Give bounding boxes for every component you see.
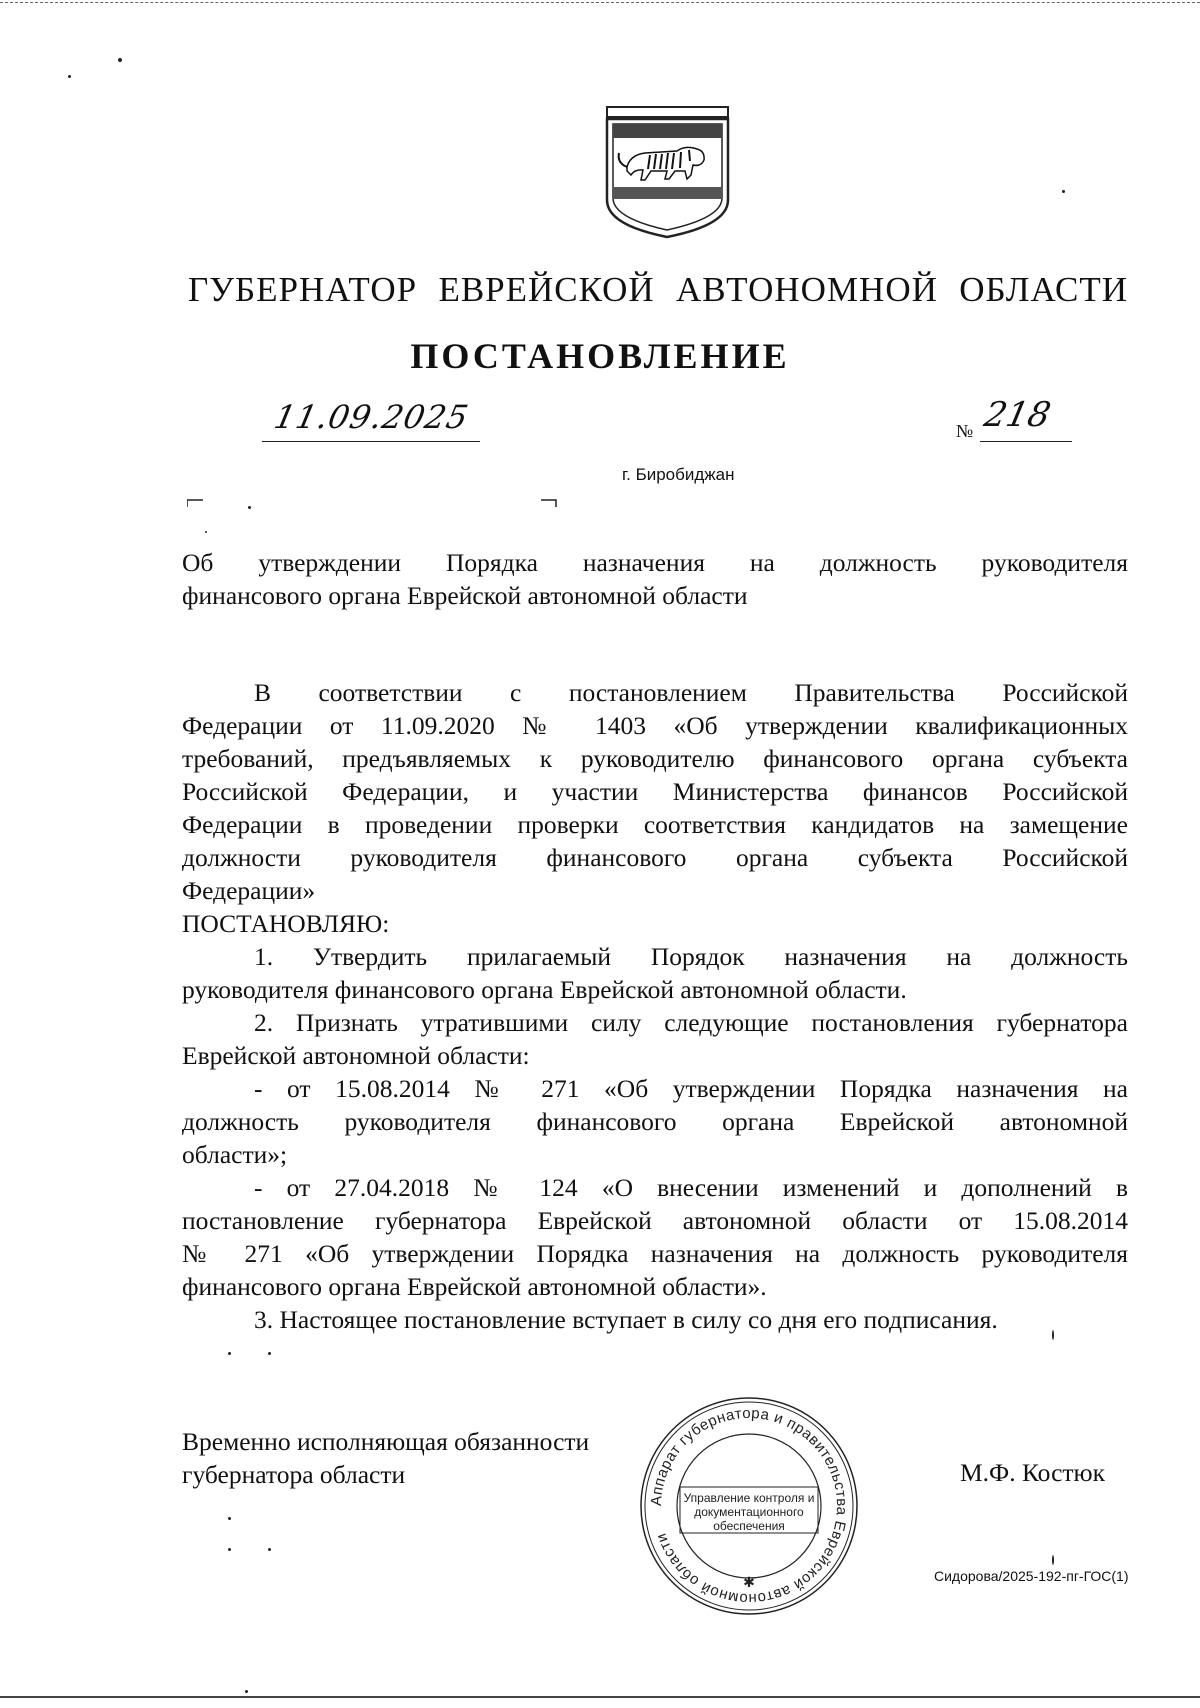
corner-mark-left [187,499,203,507]
scan-speck [268,1548,271,1551]
body-line: финансового органа Еврейской автономной области». [182,1272,767,1301]
signer-title-line: Временно исполняющая обязанности [182,1427,590,1456]
subject-line: финансового органа Еврейской автономной области [182,581,748,610]
scan-speck [1062,190,1065,193]
scan-edge-bottom [0,1696,1200,1698]
scan-speck [228,1352,231,1355]
scan-speck [68,75,71,78]
body-line: Федерации» [182,876,316,905]
body-line: должности руководителя финансового органа субъекта Российской [182,843,1128,872]
document-body [182,676,1128,1336]
issuing-city: г. Биробиджан [622,465,735,484]
date-underline [262,441,480,442]
number-label: № [956,421,974,441]
scan-speck [228,1548,231,1551]
handwritten-number: 218 [980,395,1055,435]
scan-edge-top [0,2,1200,3]
scan-speck [248,506,251,509]
body-line: - от 15.08.2014 № 271 «Об утверждении Порядка назначения на [254,1074,1128,1103]
body-line: 3. Настоящее постановление вступает в силу со дня его подписания. [254,1305,998,1334]
seal-inner-line: Управление контроля и [683,1491,815,1505]
official-seal [638,1395,860,1617]
handwritten-date: 11.09.2025 [270,398,473,436]
body-line: должность руководителя финансового органа Еврейской автономной [182,1107,1128,1136]
signer-title [182,1425,589,1491]
body-line: руководителя финансового органа Еврейской автономной области. [182,975,907,1004]
document-type: ПОСТАНОВЛЕНИЕ [410,336,790,376]
body-line: Федерации от 11.09.2020 № 1403 «Об утверждении квалификационных [182,711,1128,740]
body-line: 1. Утвердить прилагаемый Порядок назначения на должность [254,942,1128,971]
seal-inner-line: документационного [694,1505,804,1519]
body-line: В соответствии с постановлением Правительства Российской [254,678,1128,707]
body-line: постановление губернатора Еврейской автономной области от 15.08.2014 [182,1206,1128,1235]
document-reference: Сидорова/2025-192-пг-ГОС(1) [934,1568,1129,1584]
body-line: области»; [182,1140,288,1169]
body-line: Еврейской автономной области: [182,1041,530,1070]
signer-name: М.Ф. Костюк [960,1458,1105,1487]
body-line: Российской Федерации, и участии Министерства финансов Российской [182,777,1128,806]
corner-mark-right [541,499,557,507]
number-underline [980,441,1072,442]
scan-speck [268,1352,271,1355]
signer-title-line: губернатора области [182,1460,406,1489]
body-line: Федерации в проведении проверки соответствия кандидатов на замещение [182,810,1128,839]
resolution-keyword: ПОСТАНОВЛЯЮ: [182,909,390,938]
scan-speck [118,58,122,62]
body-line: - от 27.04.2018 № 124 «О внесении изменений и дополнений в [254,1173,1128,1202]
seal-outer-text: Аппарат губернатора и правительства Еврейской автономной области [647,1404,851,1608]
scan-speck [245,1690,248,1693]
issuing-authority: ГУБЕРНАТОР ЕВРЕЙСКОЙ АВТОНОМНОЙ ОБЛАСТИ [188,270,1128,309]
body-line: 2. Признать утратившими силу следующие постановления губернатора [254,1008,1128,1037]
seal-inner-line: обеспечения [713,1519,785,1533]
scan-speck [205,531,207,533]
document-subject [182,546,1128,612]
subject-line: Об утверждении Порядка назначения на должность руководителя [182,548,1128,577]
body-line: № 271 «Об утверждении Порядка назначения на должность руководителя [182,1239,1128,1268]
seal-star-icon: ✱ [743,1575,755,1591]
coat-of-arms-emblem [605,105,730,240]
scan-speck [1052,1555,1054,1565]
scan-speck [228,1517,231,1520]
body-line: требований, предъявляемых к руководителю финансового органа субъекта [182,744,1128,773]
